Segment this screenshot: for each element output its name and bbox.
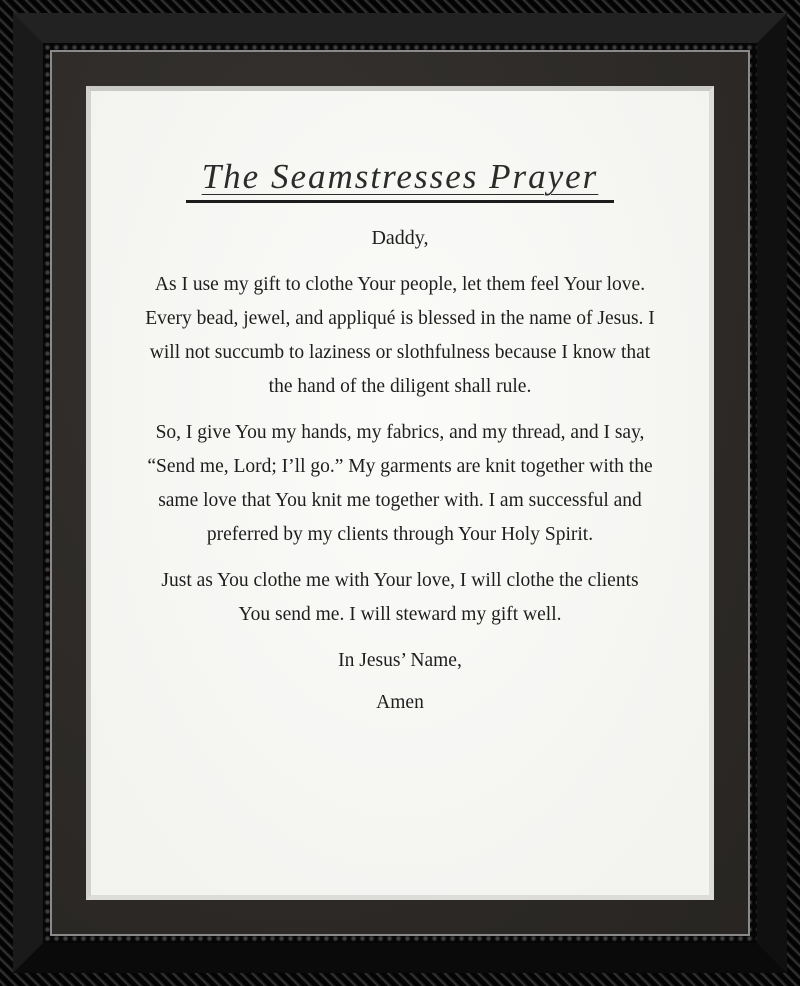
prayer-body [143, 268, 657, 632]
prayer-salutation: Daddy, [371, 227, 429, 249]
prayer-print-paper [86, 86, 714, 900]
prayer-paragraph: So, I give You my hands, my fabrics, and my thread, and I say, “Send me, Lord; I’ll go.” My garments are knit together with the same love that You knit me together with. I am successful and preferred by my clients through Your Holy Spirit. [147, 422, 653, 545]
prayer-title-underline [186, 157, 615, 203]
picture-frame-beaded-border [43, 43, 757, 943]
prayer-paragraph: Just as You clothe me with Your love, I will clothe the clients You send me. I will steward my gift well. [161, 570, 639, 625]
prayer-amen: Amen [376, 692, 424, 713]
prayer-closing: In Jesus’ Name, [338, 650, 462, 671]
prayer-paragraph: As I use my gift to clothe Your people, let them feel Your love. Every bead, jewel, and appliqué is blessed in the name of Jesus. I will not succumb to laziness or slothfulness because I know that the hand of the diligent shall rule. [145, 274, 655, 397]
frame-mat [52, 52, 748, 934]
picture-frame-smooth-border [13, 13, 787, 973]
prayer-title: The Seamstresses Prayer [201, 157, 599, 196]
